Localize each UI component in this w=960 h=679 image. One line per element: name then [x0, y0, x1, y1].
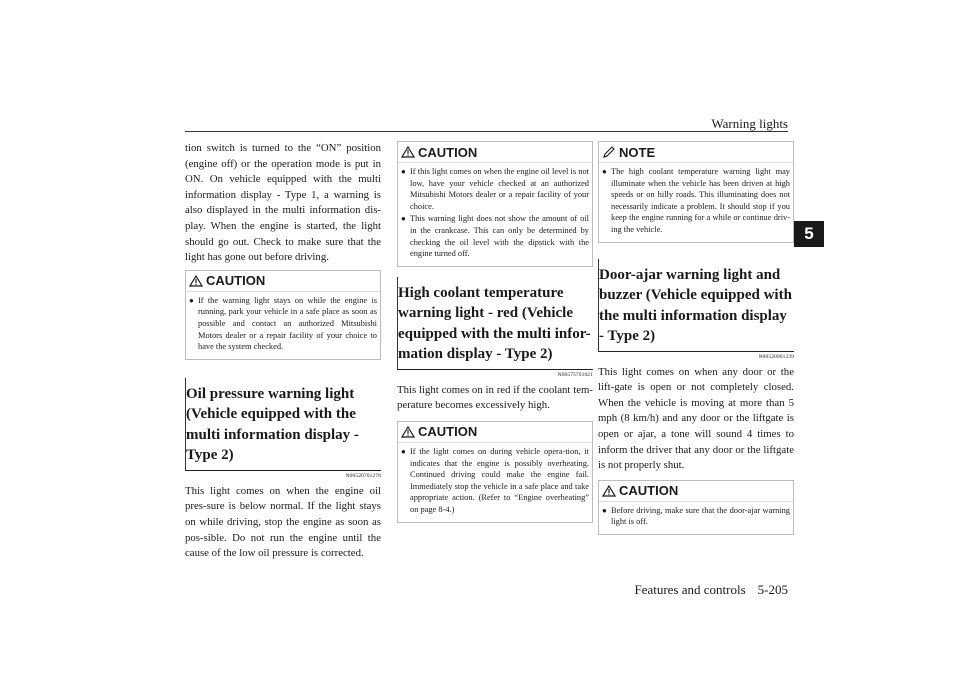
section-heading: High coolant temperature warning light - red (Vehicle equipped with the multi infor-mation display - Type 2) [398, 284, 591, 363]
caution-item-text: Before driving, make sure that the door-ajar warning light is off. [611, 505, 790, 527]
caution-title: CAUTION [619, 483, 679, 499]
section-heading: Oil pressure warning light (Vehicle equipped with the multi information display - Type 2) [186, 385, 359, 464]
section-body: This light comes on when the engine oil pres-sure is below normal. If the light stays on while driving, stop the engine as soon as pos-sible. Do not run the engine until the cause of the low oil pressure is corrected. [185, 484, 381, 560]
caution-item-text: If the light comes on during vehicle opera-tion, it indicates that the engine is possibly overheating. Continued driving could make the engine fail. Immediately stop the vehicle in a safe place and take appropriate action. (Refer to “Engine overheating” on page 8-4.) [410, 446, 589, 514]
caution-header [599, 481, 793, 502]
section-body: This light comes on when any door or the lift-gate is open or not completely closed. When the vehicle is moving at more than 5 mph (8 km/h) and any door or the liftgate is open or ajar, a tone will sound 4 times to inform the driver that any door or the liftgate is not properly shut. [598, 365, 794, 472]
bullet-icon: ● [401, 214, 406, 224]
caution-box [397, 141, 593, 267]
note-header [599, 142, 793, 163]
section-body: This light comes on in red if the coolant tem-perature becomes excessively high. [397, 383, 593, 412]
caution-item [401, 166, 589, 212]
caution-item-text: If the warning light stays on while the engine is running, park your vehicle in a safe place as soon as possible and contact an authorized Mitsubishi Motors dealer or a repair facility of your choice to have the system checked. [198, 295, 377, 352]
caution-header [398, 422, 592, 443]
page-footer [622, 582, 788, 598]
warning-triangle-icon [189, 275, 203, 287]
bullet-icon: ● [401, 167, 406, 176]
caution-header [186, 271, 380, 292]
bullet-icon: ● [189, 295, 194, 305]
warning-triangle-icon [602, 485, 616, 497]
warning-triangle-icon [401, 146, 415, 158]
note-item [602, 166, 790, 236]
note-title: NOTE [619, 144, 656, 160]
caution-item-text: If this light comes on when the engine oil level is not low, have your vehicle checked at an authorized Mitsubishi Motors dealer or a repair facility of your choice. [410, 167, 589, 211]
caution-title: CAUTION [418, 424, 478, 440]
caution-item [602, 505, 790, 528]
caution-item [401, 446, 589, 516]
section-code: N00575701021 [557, 371, 593, 378]
caution-item [189, 295, 377, 353]
note-item-text: The high coolant temperature warning light may illuminate when the vehicle has been driven at high speeds or on hilly roads. This illuminating does not necessarily indicate a problem. It should stop if you keep the engine running for a while or continue driv-ing the vehicle. [611, 167, 790, 234]
chapter-tab: 5 [794, 221, 824, 247]
warning-triangle-icon [401, 426, 415, 438]
caution-title: CAUTION [418, 144, 478, 160]
caution-box [185, 270, 381, 360]
note-pencil-icon [602, 146, 616, 158]
header-rule [185, 131, 788, 132]
page-header-title: Warning lights [711, 116, 788, 131]
section-code: N00520901339 [758, 353, 794, 360]
section-heading: Door-ajar warning light and buzzer (Vehicle equipped with the multi information display - Type 2) [599, 266, 792, 345]
column-1 [185, 141, 381, 562]
footer-section-name: Features and controls [634, 582, 746, 597]
caution-item [401, 213, 589, 259]
column-2 [397, 141, 593, 523]
bullet-icon: ● [602, 167, 607, 176]
caution-title: CAUTION [206, 273, 266, 289]
section-heading-block [598, 259, 794, 352]
section-code: N00520701278 [345, 472, 381, 479]
caution-box [397, 421, 593, 523]
section-heading-block [185, 378, 381, 471]
caution-item-text: This warning light does not show the amount of oil in the crankcase. This can only be determined by checking the oil level with the dipstick with the engine turned off. [410, 214, 589, 259]
caution-header [398, 142, 592, 163]
caution-box [598, 480, 794, 535]
note-box [598, 141, 794, 243]
intro-paragraph: tion switch is turned to the “ON” position (engine off) or the operation mode is put in ON. On vehicle equipped with the multi information display - Type 1, a warning is also displayed in the multi information dis-play. When the engine is started, the light should go out. Check to make sure that the light has gone out before driving. [185, 142, 381, 264]
page-number: 5-205 [757, 582, 788, 597]
section-heading-block [397, 277, 593, 370]
bullet-icon: ● [602, 505, 607, 515]
column-3 [598, 141, 794, 535]
bullet-icon: ● [401, 446, 406, 456]
